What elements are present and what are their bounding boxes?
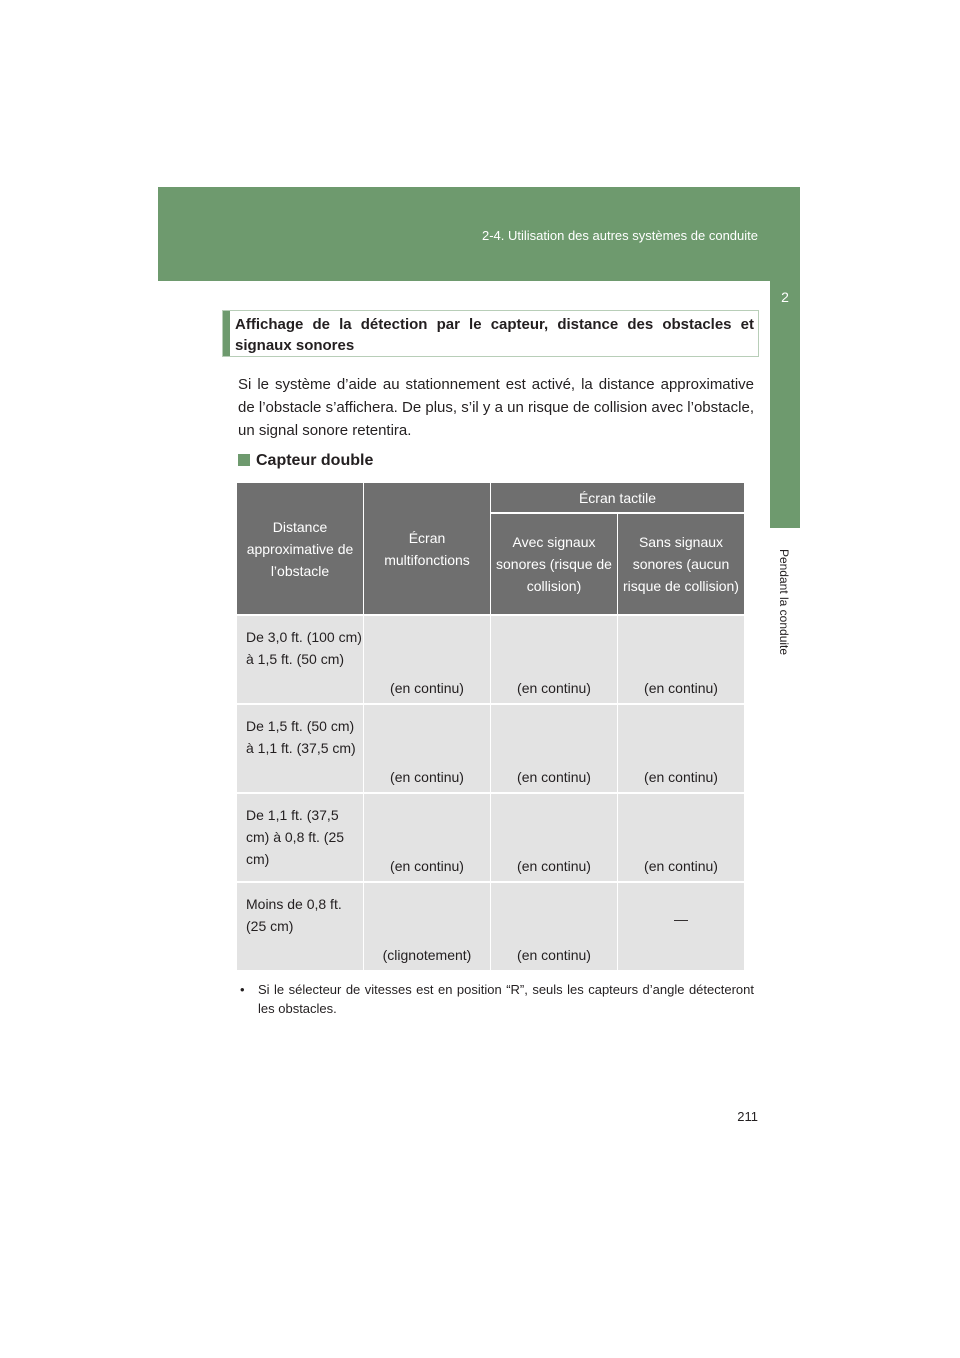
intro-paragraph: Si le système d’aide au stationnement est activé, la distance approximative de l’obstacle s’affichera. De plus, s’il y a un risque de collision avec l’obstacle, un signal sonore retentira. bbox=[238, 376, 754, 439]
table-cell: (en continu) bbox=[618, 705, 744, 792]
header-without-sound: Sans signaux sonores (aucun risque de collision) bbox=[618, 514, 744, 614]
row-distance: Moins de 0,8 ft. (25 cm) bbox=[237, 883, 363, 970]
footnote-text: Si le sélecteur de vitesses est en position “R”, seuls les capteurs d’angle détecteront les obstacles. bbox=[258, 982, 754, 1016]
square-bullet-icon bbox=[238, 454, 250, 466]
table-cell: — bbox=[618, 883, 744, 970]
chapter-label bbox=[769, 536, 799, 668]
chapter-tab bbox=[770, 281, 800, 528]
chapter-label-text: Pendant la conduite bbox=[777, 548, 791, 656]
section-title-box bbox=[222, 310, 759, 357]
subheading bbox=[238, 452, 373, 470]
table-cell: (en continu) bbox=[491, 616, 617, 703]
section-title-bar bbox=[223, 311, 230, 356]
header-multi: Écran multifonctions bbox=[364, 483, 490, 614]
page-number: 211 bbox=[737, 1109, 758, 1124]
table-cell: (en continu) bbox=[364, 794, 490, 881]
chapter-number: 2 bbox=[781, 289, 789, 305]
header-with-sound: Avec signaux sonores (risque de collision) bbox=[491, 514, 617, 614]
header-distance: Distance approximative de l’obstacle bbox=[237, 483, 363, 614]
table-cell: (en continu) bbox=[364, 705, 490, 792]
header-band bbox=[158, 187, 800, 281]
table-cell: (en continu) bbox=[491, 705, 617, 792]
row-distance: De 1,5 ft. (50 cm) à 1,1 ft. (37,5 cm) bbox=[237, 705, 363, 792]
table-cell: (en continu) bbox=[618, 794, 744, 881]
bullet: • bbox=[240, 982, 245, 997]
subheading-text: Capteur double bbox=[256, 452, 374, 469]
table-cell: (en continu) bbox=[491, 794, 617, 881]
table-cell: (en continu) bbox=[618, 616, 744, 703]
row-distance: De 3,0 ft. (100 cm) à 1,5 ft. (50 cm) bbox=[237, 616, 363, 703]
header-touch: Écran tactile bbox=[491, 483, 744, 512]
table-cell: (en continu) bbox=[491, 883, 617, 970]
table-cell: (clignotement) bbox=[364, 883, 490, 970]
footnote bbox=[240, 980, 754, 1018]
table-cell: (en continu) bbox=[364, 616, 490, 703]
section-header: 2-4. Utilisation des autres systèmes de conduite bbox=[481, 228, 758, 243]
section-title: Affichage de la détection par le capteur, distance des obstacles et signaux sonores bbox=[235, 316, 754, 354]
sensor-table bbox=[237, 483, 741, 963]
row-distance: De 1,1 ft. (37,5 cm) à 0,8 ft. (25 cm) bbox=[237, 794, 363, 881]
